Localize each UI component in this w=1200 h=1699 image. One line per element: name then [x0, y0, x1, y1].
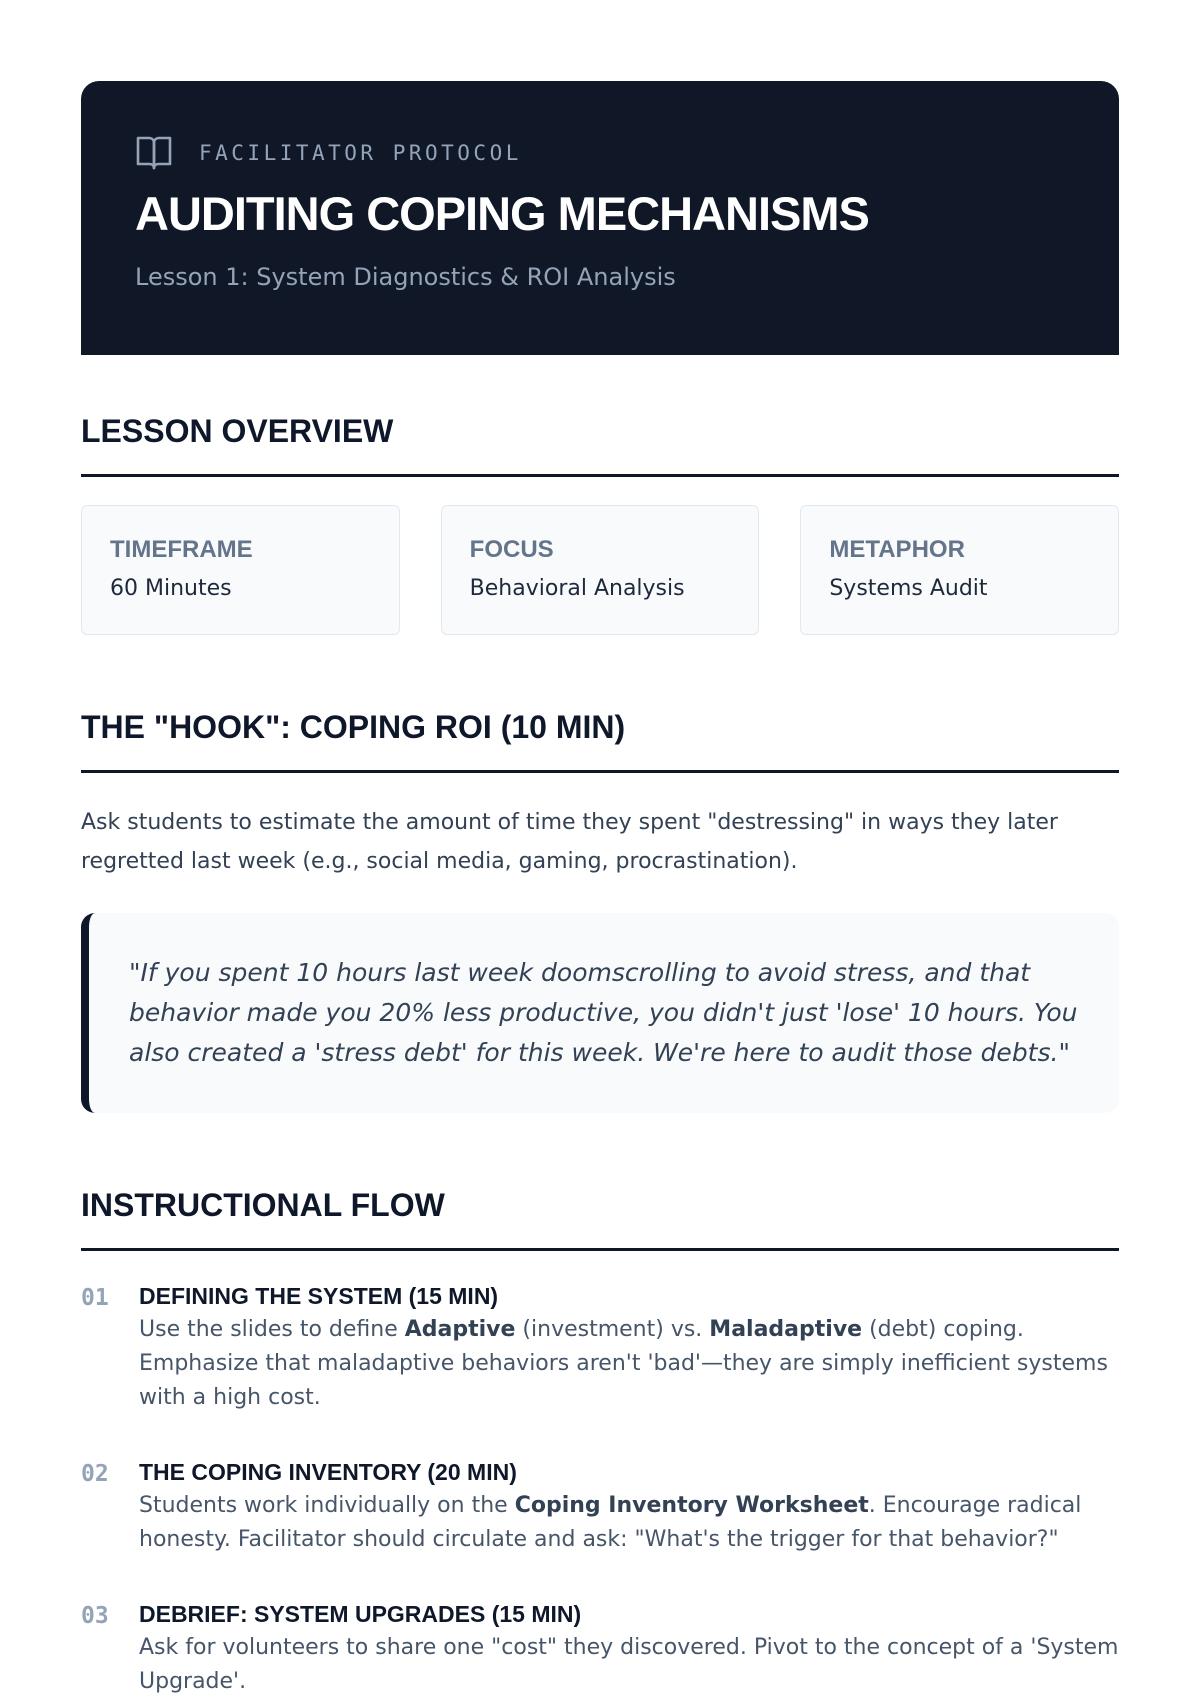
- hero-banner: [81, 81, 1119, 355]
- section-title-flow: INSTRUCTIONAL FLOW: [81, 1187, 1119, 1251]
- step-description: [139, 1631, 1119, 1699]
- step-title: THE COPING INVENTORY (20 MIN): [139, 1459, 517, 1485]
- card-value: Behavioral Analysis: [469, 576, 685, 601]
- flow-steps: [81, 1281, 1119, 1699]
- card-label: METAPHOR: [829, 536, 965, 563]
- overview-card-timeframe: [81, 505, 400, 635]
- desc-emphasis: Maladaptive: [709, 1317, 863, 1342]
- step-number: 02: [81, 1461, 109, 1487]
- step-body: [139, 1457, 1119, 1557]
- hook-section: [81, 709, 1119, 1113]
- hero-kicker: [135, 135, 1065, 171]
- step-title: DEFINING THE SYSTEM (15 MIN): [139, 1283, 499, 1309]
- desc-text: (debt) coping. Emphasize that maladaptive behaviors aren't 'bad'—they are simply inefficient systems with a high cost.: [139, 1317, 1108, 1410]
- step-description: [139, 1313, 1119, 1415]
- overview-cards: [81, 505, 1119, 635]
- open-book-icon: [135, 135, 173, 171]
- desc-text: (investment) vs.: [515, 1317, 710, 1342]
- step-number: 01: [81, 1285, 109, 1311]
- hook-quote: [81, 913, 1119, 1113]
- desc-text: Use the slides to define: [139, 1317, 405, 1342]
- step-body: [139, 1281, 1119, 1415]
- step-body: [139, 1599, 1119, 1699]
- page-subtitle: Lesson 1: System Diagnostics & ROI Analysis: [135, 263, 676, 292]
- lesson-overview-section: [81, 413, 1119, 635]
- card-label: FOCUS: [469, 536, 554, 563]
- desc-text: Ask for volunteers to share one "cost" they discovered. Pivot to the concept of a 'System Upgrade'.: [139, 1635, 1119, 1694]
- page-title: AUDITING COPING MECHANISMS: [135, 187, 869, 240]
- desc-emphasis: Coping Inventory Worksheet: [514, 1493, 869, 1518]
- flow-step: [81, 1457, 1119, 1557]
- desc-text: . Encourage radical honesty. Facilitator should circulate and ask: "What's the trigger for that behavior?": [139, 1493, 1082, 1552]
- step-title: DEBRIEF: SYSTEM UPGRADES (15 MIN): [139, 1601, 582, 1627]
- flow-step: [81, 1599, 1119, 1699]
- hook-instructions: Ask students to estimate the amount of time they spent "destressing" in ways they later regretted last week (e.g., social media, gaming, procrastination).: [81, 810, 1058, 874]
- overview-card-metaphor: [800, 505, 1119, 635]
- section-title-overview: LESSON OVERVIEW: [81, 413, 1119, 477]
- card-value: Systems Audit: [829, 576, 988, 601]
- desc-emphasis: Adaptive: [404, 1317, 516, 1342]
- instructional-flow-section: [81, 1187, 1119, 1699]
- desc-text: Students work individually on the: [139, 1493, 515, 1518]
- step-number: 03: [81, 1603, 109, 1629]
- step-description: [139, 1489, 1119, 1557]
- flow-step: [81, 1281, 1119, 1415]
- overview-card-focus: [441, 505, 760, 635]
- section-title-hook: THE "HOOK": COPING ROI (10 MIN): [81, 709, 1119, 773]
- card-label: TIMEFRAME: [110, 536, 253, 563]
- hero-kicker-text: FACILITATOR PROTOCOL: [199, 141, 522, 165]
- card-value: 60 Minutes: [110, 576, 232, 601]
- quote-text: "If you spent 10 hours last week doomscrolling to avoid stress, and that behavior made you 20% less productive, you didn't just 'lose' 10 hours. You also created a 'stress debt' for this week. We're here to audit those debts.": [129, 958, 1078, 1067]
